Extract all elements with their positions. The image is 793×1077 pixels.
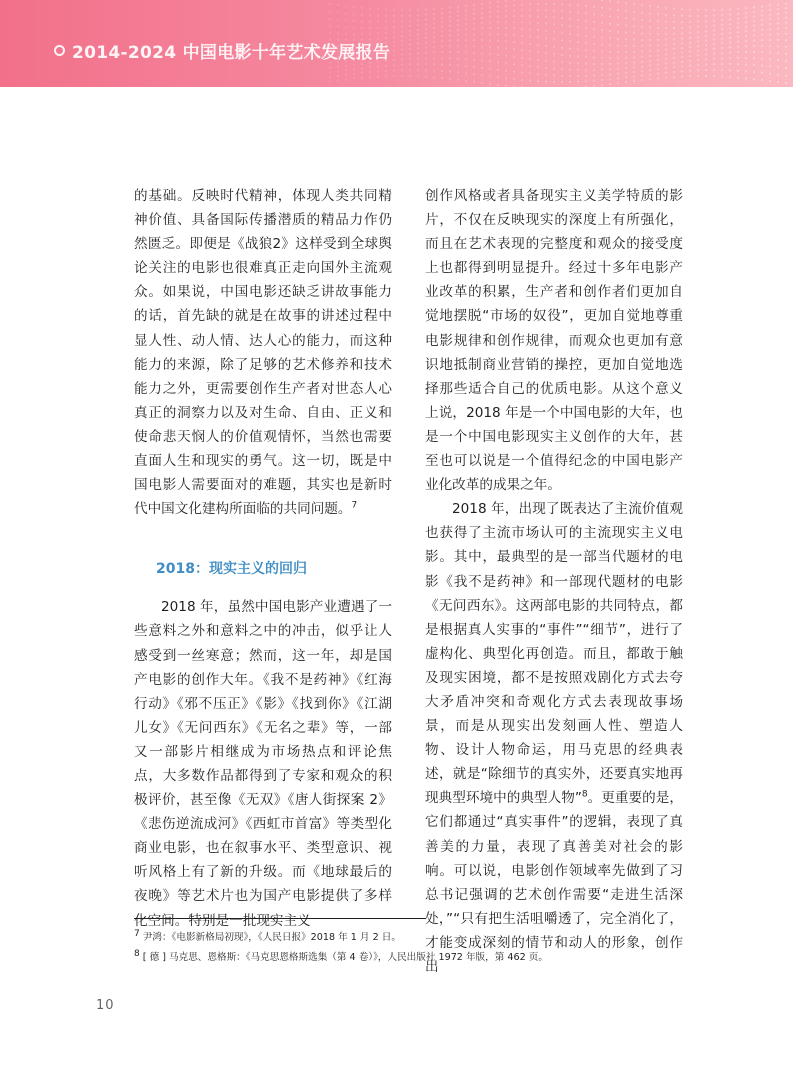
report-title-text: 2014-2024 中国电影十年艺术发展报告: [72, 43, 391, 63]
footnote-text: 尹鸿：《电影新格局初现》，《人民日报》2018 年 1 月 2 日。: [139, 932, 401, 943]
page-header: [0, 0, 793, 87]
footnote-ref[interactable]: 7: [351, 500, 358, 511]
paragraph: [425, 497, 683, 979]
footnote-ref[interactable]: 8: [581, 789, 588, 800]
right-text-column: [425, 184, 683, 979]
paragraph: 创作风格或者具备现实主义美学特质的影片，不仅在反映现实的深度上有所强化，而且在艺术表现的完整度和观众的接受度上也都得到明显提升。经过十多年电影产业改革的积累，生产者和创作者们更加自觉地摆脱“市场的奴役”，更加自觉地尊重电影规律和创作规律，而观众也更加有意识地抵制商业营销的操控，更加自觉地选择那些适合自己的优质电影。从这个意义上说，2018 年是一个中国电影的大年，也是一个中国电影现实主义创作的大年，甚至也可以说是一个值得纪念的中国电影产业化改革的成果之年。: [425, 188, 683, 494]
paragraph: [134, 184, 392, 521]
paragraph-text: 2018 年，出现了既表达了主流价值观也获得了主流市场认可的主流现实主义电影。其中，最典型的是一部当代题材的电影《我不是药神》和一部现代题材的电影《无问西东》。这两部电影的共同特点，都是根据真人实事的“事件”“细节”，进行了虚构化、典型化再创造。而且，都敢于触及现实困境，都不是按照戏剧化方式去夸大矛盾冲突和奇观化方式去表现故事场景，而是从现实出发刻画人性、塑造人物、设计人物命运，用马克思的经典表述，就是“除细节的真实外，还要真实地再现典型环境中的典型人物”: [425, 501, 683, 807]
report-title: [54, 38, 390, 63]
section-heading: 2018：现实主义的回归: [156, 561, 307, 578]
footnote: [134, 928, 694, 948]
paragraph: 2018 年，虽然中国电影产业遭遇了一些意料之外和意料之中的冲击，似乎让人感受到一丝寒意；然而，这一年，却是国产电影的创作大年。《我不是药神》《红海行动》《邪不压正》《影》《找到你》《江湖儿女》《无问西东》《无名之辈》等，一部又一部影片相继成为市场热点和评论焦点，大多数作品都得到了专家和观众的积极评价，甚至像《无双》《唐人街探案 2》《悲伤逆流成河》《西虹市首富》等类型化商业电影，也在叙事水平、类型意识、视听风格上有了新的升级。而《地球最后的夜晚》等艺术片也为国产电影提供了多样化空间。特别是一批现实主义: [134, 599, 392, 929]
page-number: 10: [96, 998, 115, 1013]
circle-icon: [54, 45, 65, 56]
paragraph-text: 的基础。反映时代精神，体现人类共同精神价值、具备国际传播潜质的精品力作仍然匮乏。即便是《战狼2》这样受到全球舆论关注的电影也很难真正走向国外主流观众。如果说，中国电影还缺乏讲故事能力的话，首先缺的就是在故事的讲述过程中显人性、动人情、达人心的能力，而这种能力的来源，除了足够的艺术修养和技术能力之外，更需要创作生产者对世态人心真正的洞察力以及对生命、自由、正义和使命悲天悯人的价值观情怀，当然也需要直面人生和现实的勇气。这一切，既是中国电影人需要面对的难题，其实也是新时代中国文化建构所面临的共同问题。: [134, 188, 392, 518]
footnote-number: 8: [134, 948, 140, 959]
left-text-column: [134, 184, 392, 933]
footnote: [134, 948, 694, 968]
footnotes: [134, 928, 694, 968]
footnote-number: 7: [134, 928, 140, 939]
footnote-divider: [134, 918, 426, 919]
footnote-text: [ 德 ] 马克思、恩格斯：《马克思恩格斯选集（第 4 卷）》，人民出版社 1972 年版，第 462 页。: [139, 952, 548, 963]
paragraph-text: 。更重要的是，它们都通过“真实事件”的逻辑，表现了真善美的力量，表现了真善美对社会的影响。可以说，电影创作领域率先做到了习总书记强调的艺术创作需要“走进生活深处，”“只有把生活咀嚼透了，完全消化了，才能变成深刻的情节和动人的形象，创作出: [425, 790, 684, 975]
